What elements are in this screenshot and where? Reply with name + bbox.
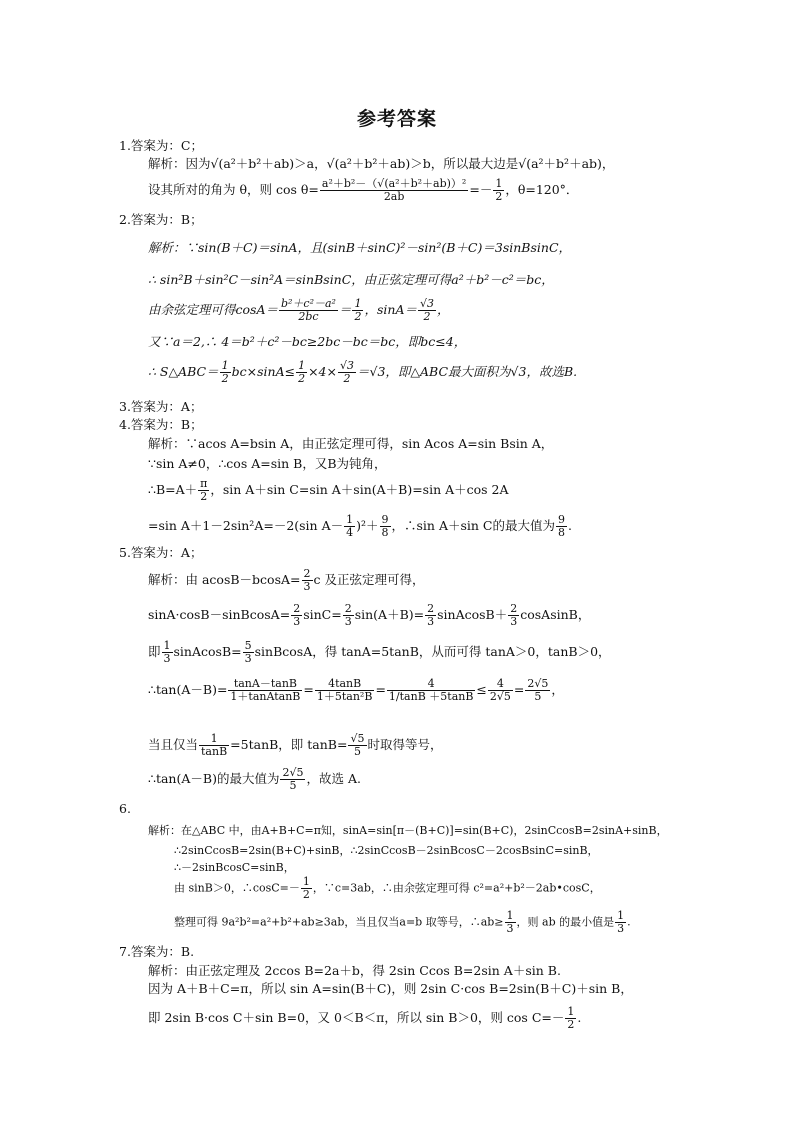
q1-line2: 设其所对的角为 θ，则 cos θ= $\frac{\text{a²＋b²－（√(a²＋b²＋ab)）²}}{2ab}$ =－ $\frac{1}{2}$ ，θ=120°． (148, 177, 579, 203)
q6-line2: ∴2sinCcosB=2sin(B+C)+sinB，∴2sinCcosB－2sinBcosC－2cosBsinC=sinB， (174, 844, 599, 857)
q5-line5: 当且仅当 $\frac{1}{\tan B}$ =5tanB，即 tanB= $\frac{√5}{5}$ 时取得等号， (148, 732, 443, 758)
q5-line3: 即 $\frac{1}{3}$ sinAcosB= $\frac{5}{3}$ sinBcosA，得 tanA=5tanB，从而可得 tanA＞0，tanB＞0， (148, 639, 611, 665)
q6-line4: 由 sinB＞0，∴cosC=－ $\frac{1}{2}$ ，∵c=3ab，∴由余弦定理可得 c²=a²+b²－2ab•cosC， (174, 875, 601, 901)
q4-line3: ∴B=A＋ $\frac{\pi}{2}$ ，sin A＋sin C=sin A＋sin(A＋B)=sin A＋cos 2A (148, 477, 509, 503)
q2-line1: 解析：∵sin(B＋C)＝sinA，且(sinB＋sinC)²－sin²(B＋C)＝3sinBsinC， (148, 240, 572, 255)
q4-line4: =sin A＋1－2sin²A=－2(sin A－ $\frac{1}{4}$ )²＋ $\frac{9}{8}$ ，∴sin A＋sin C的最大值为 $\frac{9}{8}$ . (148, 513, 572, 539)
q7-answer: 7.答案为：B. (119, 944, 195, 959)
q1-answer: 1.答案为：C； (119, 138, 203, 153)
q2-line3: 由余弦定理可得cosA＝ $\frac{\text{b²＋c²－a²}}{2bc}$ ＝ $\frac{1}{2}$ ，sinA＝ $\frac{√3}{2}$ ， (148, 297, 450, 323)
q5-line6: ∴tan(A－B)的最大值为 $\frac{2√5}{5}$ ，故选 A. (148, 766, 361, 792)
q5-line2: sinA·cosB－sinBcosA= $\frac{2}{3}$ sinC= $\frac{2}{3}$ sin(A＋B)= $\frac{2}{3}$ sinAcosB＋ $\frac{2}{3}$ cosAsinB， (148, 602, 591, 628)
page-title: 参考答案 (356, 108, 437, 130)
q3-answer: 3.答案为：A； (119, 399, 203, 414)
q2-line2: ∴ sin²B＋sin²C－sin²A＝sinBsinC，由正弦定理可得a²＋b²－c²＝bc， (148, 272, 554, 287)
q4-line2: ∵sin A≠0，∴cos A=sin B，又B为钝角， (148, 456, 387, 471)
q4-answer: 4.答案为：B； (119, 417, 203, 432)
q1-fraction: $\frac{\text{a²＋b²－（√(a²＋b²＋ab)）²}}{2ab}$ (321, 177, 467, 203)
q6-line1: 解析：在△ABC 中，由A+B+C=π知，sinA=sin[π－(B+C)]=sin(B+C)，2sinCcosB=2sinA+sinB， (148, 824, 668, 837)
q6-line5: 整理可得 9a²b²=a²+b²+ab≥3ab，当且仅当a=b 取等号，∴ab≥ $\frac{1}{3}$ ，则 ab 的最小值是 $\frac{1}{3}$ . (174, 909, 631, 935)
q4-line1: 解析：∵acos A=bsin A，由正弦定理可得，sin Acos A=sin Bsin A， (148, 436, 554, 451)
q7-line3: 即 2sin B·cos C＋sin B=0，又 0＜B＜π，所以 sin B＞0，则 cos C=－ $\frac{1}{2}$ . (148, 1005, 582, 1031)
q2-answer: 2.答案为：B； (119, 212, 203, 227)
q1-line1: 解析：因为√(a²＋b²＋ab)＞a，√(a²＋b²＋ab)＞b，所以最大边是√(a²＋b²＋ab)， (148, 156, 615, 171)
q2-line5: ∴ S△ABC＝ $\frac{1}{2}$ bc×sinA≤ $\frac{1}{2}$ ×4× $\frac{√3}{2}$ ＝√3，即△ABC最大面积为√3，故选B. (148, 359, 578, 385)
q6-line3: ∴－2sinBcosC=sinB， (174, 861, 295, 874)
q1-half: $\frac{1}{2}$ (495, 177, 503, 203)
q2-line4: 又∵a＝2,∴ 4＝b²＋c²－bc≥2bc－bc＝bc，即bc≤4， (148, 334, 467, 349)
q7-line2: 因为 A＋B＋C=π，所以 sin A=sin(B＋C)，则 2sin C·cos B=2sin(B＋C)＋sin B， (148, 981, 633, 996)
q7-line1: 解析：由正弦定理及 2ccos B=2a＋b，得 2sin Ccos B=2sin A＋sin B. (148, 963, 561, 978)
q5-answer: 5.答案为：A； (119, 545, 203, 560)
q6-answer: 6. (119, 801, 131, 816)
q5-line1: 解析：由 acosB－bcosA= $\frac{2}{3}$ c 及正弦定理可得， (148, 567, 425, 593)
q5-line4: ∴tan(A－B)= $\frac{\tan A-\tan B}{\text{1＋tanAtanB}}$ = $\frac{4\tan B}{\text{1＋5tan²B}}$ = $\frac{4}{1/\tan B +5\tan B}$ ≤ $\frac{4}{2√5}$ = $\frac{2√5}{5}$ ， (148, 677, 564, 703)
